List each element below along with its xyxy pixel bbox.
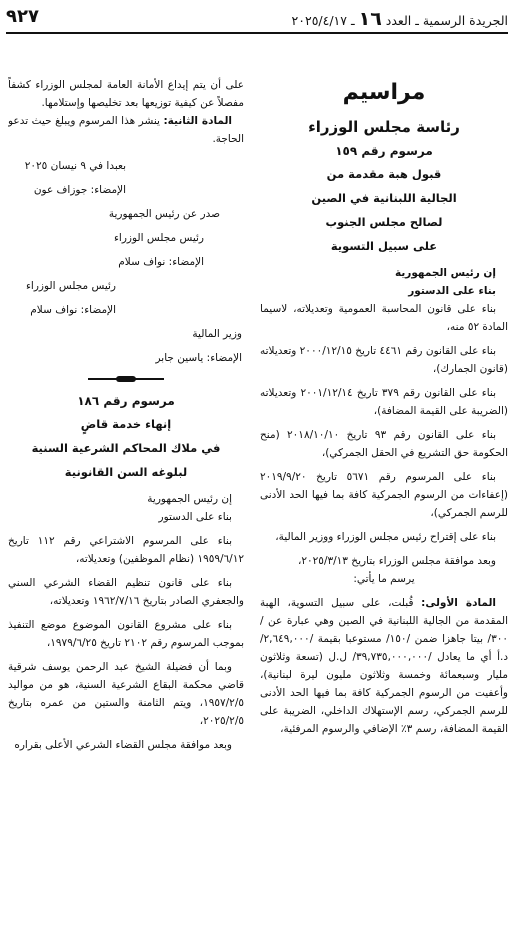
article-1-text: قُبلت، على سبيل التسوية، الهبة المقدمة من الجالية اللبنانية في الصين وهي عبارة عن /٣٠٠/ بيتا جاهزا ضمن /١٥٠/ مستوعبا بقيمة /٢,٦٤٩,٠٠٠/ د.أ أي ما يعادل /٣٩,٧٣٥,٠٠٠,٠٠٠/ ل.ل (تسعة وثلاثون مليار وسبعمائة وخمسة وثلاثون مليون ليرة لبنانية)، وأعفيت من الرسوم الجمركية كافة بما فيها الحد الأدنى للرسم الجمركي، رسم الإستهلاك الداخلي، الضريبة على القيمة المضافة، رسم ٣٪ الإضافي والرسوم المرفئية، [260, 597, 508, 735]
recital: بناء على القانون رقم ٩٣ تاريخ ٢٠١٨/١٠/١٠ (منح الحكومة حق التشريع في الحقل الجمركي)، [260, 429, 508, 459]
date-line: بعبدا في ٩ نيسان ٢٠٢٥ [24, 160, 126, 172]
recital: بناء على مشروع القانون الموضوع موضع التنفيذ بموجب المرسوم رقم ٢١٠٢ تاريخ ١٩٧٩/٦/٢٥، [8, 619, 244, 649]
section-divider [88, 376, 164, 382]
decree-subject-line: لصالح مجلس الجنوب [325, 215, 443, 229]
recital: بناء على قانون المحاسبة العمومية وتعديلاته، لاسيما المادة ٥٢ منه، [260, 303, 508, 333]
issue-date: ـ ٢٠٢٥/٤/١٧ [291, 13, 355, 28]
left-column [8, 40, 244, 934]
issue-number: ١٦ [358, 8, 382, 30]
recital: بناء على إقتراح رئيس مجلس الوزراء ووزير المالية، [275, 531, 496, 543]
recital: بناء على المرسوم رقم ٥٦٧١ تاريخ ٢٠١٩/٩/٢٠ (إعفاءات من الرسوم الجمركية كافة بما فيها الحد الأدنى للرسم الجمركي)، [260, 471, 508, 519]
page-header [6, 6, 508, 34]
preamble-line: إن رئيس الجمهورية [394, 267, 496, 279]
pm-title-2: رئيس مجلس الوزراء [25, 280, 116, 292]
finance-minister-title: وزير المالية [192, 328, 242, 340]
decree-subject-line: على سبيل التسوية [330, 239, 438, 253]
section-title: مراسيم [342, 80, 426, 105]
recital: بناء على المرسوم الاشتراعي رقم ١١٢ تاريخ ١٩٥٩/٦/١٢ (نظام الموظفين) وتعديلاته، [8, 535, 244, 565]
pm-signature: الإمضاء: نواف سلام [118, 256, 204, 268]
gazette-title [292, 8, 508, 30]
decree-2-subject-line: في ملاك المحاكم الشرعية السنية [31, 441, 221, 455]
recital: وبما أن فضيلة الشيخ عبد الرحمن يوسف شرقية قاضي محكمة البقاع الشرعية السنية، هو من مواليد ١٩٥٧/٢/٥، ويتم الثامنة والستين من عمره بتاريخ ٢٠٢٥/٢/٥، [8, 661, 244, 727]
preamble-line: بناء على الدستور [158, 511, 232, 523]
preamble-line: بناء على الدستور [408, 285, 496, 297]
article-1-label: المادة الأولى: [421, 597, 496, 609]
recital: وبعد موافقة مجلس القضاء الشرعي الأعلى بقراره [14, 739, 232, 751]
decree-subject-line: قبول هبة مقدمة من [326, 167, 442, 181]
article-1-continuation: على أن يتم إيداع الأمانة العامة لمجلس الوزراء كشفاً مفصلاً عن كيفية توزيعها بعد تخليصها وإستلامها. [8, 79, 244, 109]
article-1 [260, 594, 508, 738]
decree-2-subject-line: لبلوغه السن القانونية [64, 465, 188, 479]
decree-2-subject-line: إنهاء خدمة قاضٍ [80, 417, 172, 431]
article-2-text: ينشر هذا المرسوم ويبلغ حيث تدعو الحاجة. [8, 115, 244, 145]
recital: بناء على القانون رقم ٤٤٦١ تاريخ ٢٠٠٠/١٢/١٥ وتعديلاته (قانون الجمارك)، [260, 345, 508, 375]
decrees-line: يرسم ما يأتي: [353, 573, 415, 585]
authority-title: رئاسة مجلس الوزراء [308, 118, 460, 136]
gazette-title-prefix: الجريدة الرسمية ـ العدد [385, 13, 508, 28]
decree-2-number: مرسوم رقم ١٨٦ [77, 394, 175, 408]
page-number: ٩٢٧ [6, 6, 39, 27]
decree-subject-line: الجالية اللبنانية في الصين [311, 191, 457, 205]
article-2 [8, 112, 244, 148]
pm-title: رئيس مجلس الوزراء [113, 232, 204, 244]
preamble-line: إن رئيس الجمهورية [147, 493, 232, 505]
article-2-label: المادة الثانية: [163, 115, 232, 127]
finance-minister-signature: الإمضاء: ياسين جابر [155, 352, 242, 364]
recital: وبعد موافقة مجلس الوزراء بتاريخ ٢٠٢٥/٣/١٣، [298, 555, 496, 567]
right-column [260, 40, 508, 934]
decree-number: مرسوم رقم ١٥٩ [335, 144, 433, 158]
issued-by: صدر عن رئيس الجمهورية [108, 208, 220, 220]
pm-signature-2: الإمضاء: نواف سلام [30, 304, 116, 316]
recital: بناء على قانون تنظيم القضاء الشرعي السني والجعفري الصادر بتاريخ ١٩٦٢/٧/١٦ وتعديلاته، [8, 577, 244, 607]
president-signature: الإمضاء: جوزاف عون [33, 184, 126, 196]
recital: بناء على القانون رقم ٣٧٩ تاريخ ٢٠٠١/١٢/١٤ وتعديلاته (الضريبة على القيمة المضافة)، [260, 387, 508, 417]
